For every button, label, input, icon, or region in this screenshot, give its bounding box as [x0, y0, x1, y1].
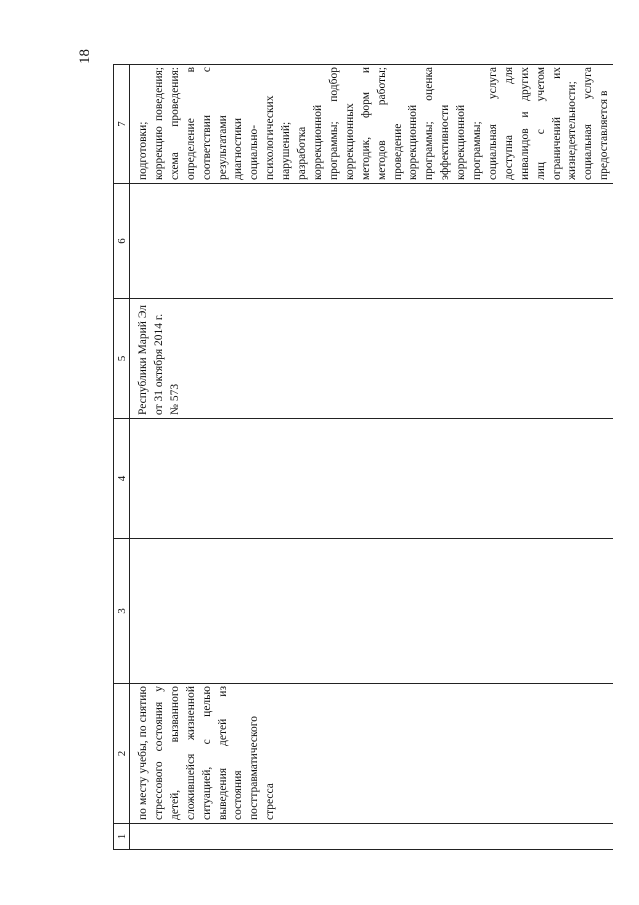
- cell-service-description: по месту учебы, по снятию стрессового состояния у детей, вызванного сложившейся жизненной ситуацией, с целью выведения детей из состояния посттравматического стресса: [130, 684, 614, 824]
- header-row: [114, 65, 130, 850]
- page-number: 18: [77, 49, 93, 64]
- column-header-3: 3: [114, 539, 130, 684]
- cell-col-6: [130, 184, 614, 299]
- column-header-4: 4: [114, 419, 130, 539]
- cell-col-1: [130, 824, 614, 850]
- cell-procedure-description: подготовки; коррекцию поведения; схема проведения: определение в соответствии с результатами диагностики социально-психологических нарушений; разработка коррекционной программы; подбор коррекционных методик, форм и методов работы; проведение коррекционной программы; оценка эффективности коррекционной программы; социальная услуга доступна для инвалидов и других лиц с учетом ограничений их жизнедеятельности; социальная услуга предоставляется в: [130, 65, 614, 184]
- column-header-6: 6: [114, 184, 130, 299]
- column-header-5: 5: [114, 299, 130, 419]
- rotated-table-container: [113, 65, 611, 850]
- cell-regulation-reference: Республики Марий Эл от 31 октября 2014 г. № 573: [130, 299, 614, 419]
- column-header-7: 7: [114, 65, 130, 184]
- cell-col-4: [130, 419, 614, 539]
- cell-col-3: [130, 539, 614, 684]
- column-header-1: 1: [114, 824, 130, 850]
- table-row: [130, 65, 614, 850]
- column-header-2: 2: [114, 684, 130, 824]
- services-table: [113, 64, 613, 850]
